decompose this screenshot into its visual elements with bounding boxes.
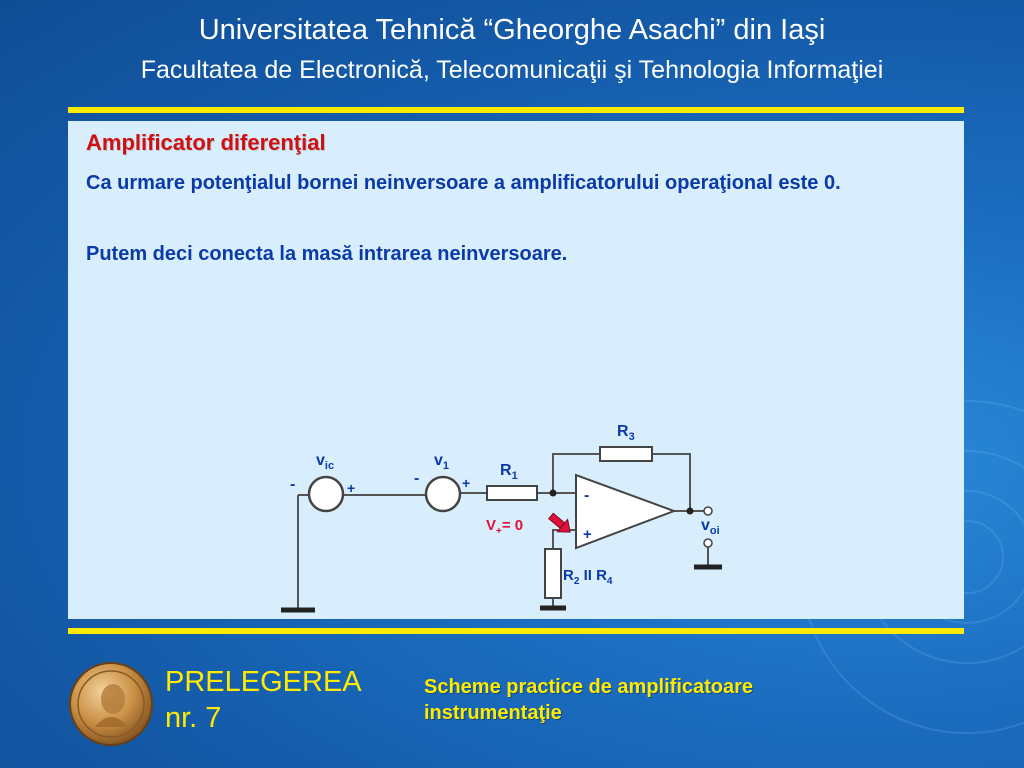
node-output: [687, 508, 694, 515]
label-opamp-plus: +: [583, 526, 592, 543]
resistor-r3: [600, 447, 652, 461]
paragraph-1: Ca urmare potenţialul bornei neinversoare a amplificatorului operaţional este 0.: [86, 172, 841, 194]
wire-left-ground: [298, 495, 309, 610]
label-v1: $v_1$: [434, 452, 450, 472]
terminal-output-top: [704, 507, 712, 515]
label-voi: $v_{oi}$: [701, 517, 720, 537]
lecture-name: PRELEGEREA: [165, 666, 362, 698]
lecture-subtitle: [424, 674, 753, 726]
label-opamp-minus: -: [584, 487, 590, 504]
label-vic: $v_{ic}$: [316, 452, 335, 472]
section-title: Amplificator diferenţial: [86, 130, 326, 155]
source-v1: [426, 477, 460, 511]
label-vplus: $V_+= 0$: [486, 517, 524, 537]
university-medal-logo: [68, 661, 154, 747]
lecture-label: [165, 664, 362, 736]
resistor-r24: [545, 549, 561, 598]
label-v1-minus: -: [414, 470, 420, 487]
label-r1: $R_1$: [500, 462, 518, 482]
label-vic-plus: +: [347, 480, 356, 496]
lecture-subtitle-line2: instrumentaţie: [424, 702, 562, 724]
node-inverting: [550, 490, 557, 497]
terminal-output-bottom: [704, 539, 712, 547]
pointer-arrow-icon: [546, 510, 575, 538]
label-r24: $R_2$ II $R_4$: [563, 567, 613, 587]
paragraph-2: Putem deci conecta la masă intrarea neinversoare.: [86, 243, 568, 265]
resistor-r1: [487, 486, 537, 500]
source-vic: [309, 477, 343, 511]
lecture-subtitle-line1: Scheme practice de amplificatoare: [424, 676, 754, 698]
label-r3: $R_3$: [617, 423, 635, 443]
faculty-title: Facultatea de Electronică, Telecomunicaţii şi Tehnologia Informaţiei: [140, 56, 884, 84]
label-v1-plus: +: [462, 475, 471, 491]
wire-noninv: [553, 530, 576, 549]
lecture-number: nr. 7: [165, 702, 222, 734]
university-title: Universitatea Tehnică “Gheorghe Asachi” din Iaşi: [198, 14, 826, 46]
label-vic-minus: -: [290, 476, 296, 493]
